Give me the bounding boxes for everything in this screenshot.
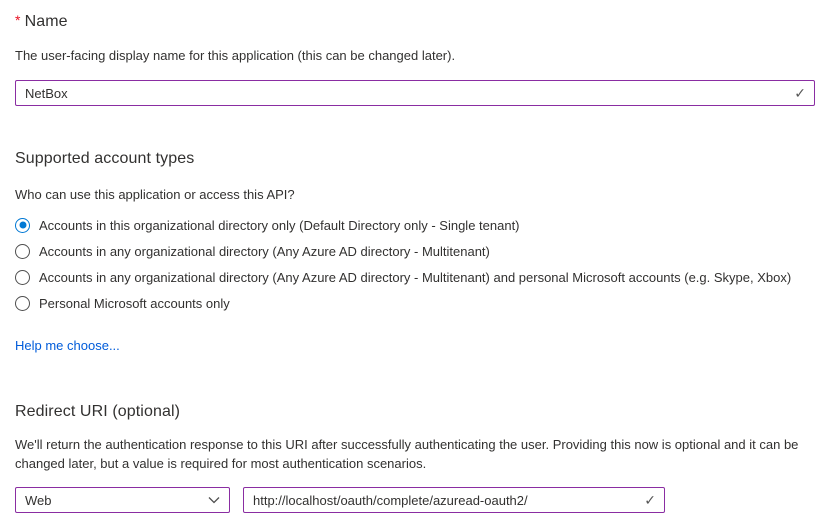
radio-button-icon[interactable] bbox=[15, 270, 30, 285]
radio-option-label: Personal Microsoft accounts only bbox=[39, 295, 230, 311]
platform-select[interactable] bbox=[15, 487, 230, 513]
radio-option-label: Accounts in this organizational directory only (Default Directory only - Single tenant) bbox=[39, 217, 520, 233]
name-title-text: Name bbox=[24, 13, 68, 30]
redirect-uri-description: We'll return the authentication response to this URI after successfully authenticating the user. Providing this now is optional and it can be changed later, but a value is required for most authentication scenarios. bbox=[15, 437, 799, 471]
help-me-choose-link[interactable]: Help me choose... bbox=[15, 338, 120, 353]
required-asterisk: * bbox=[15, 12, 21, 28]
redirect-uri-input[interactable] bbox=[243, 487, 665, 513]
radio-button-icon[interactable] bbox=[15, 218, 30, 233]
radio-button-icon[interactable] bbox=[15, 244, 30, 259]
radio-option-label: Accounts in any organizational directory (Any Azure AD directory - Multitenant) bbox=[39, 243, 490, 259]
redirect-uri-section-title: Redirect URI (optional) bbox=[15, 403, 181, 420]
name-input-container bbox=[15, 80, 815, 106]
redirect-uri-input-container bbox=[243, 487, 665, 513]
name-description: The user-facing display name for this application (this can be changed later). bbox=[15, 48, 456, 63]
chevron-down-icon bbox=[208, 496, 220, 504]
radio-button-icon[interactable] bbox=[15, 296, 30, 311]
account-types-question: Who can use this application or access this API? bbox=[15, 187, 295, 202]
account-types-section-title: Supported account types bbox=[15, 150, 195, 167]
name-input[interactable] bbox=[15, 80, 815, 106]
redirect-uri-row bbox=[15, 487, 815, 513]
radio-option-label: Accounts in any organizational directory (Any Azure AD directory - Multitenant) and personal Microsoft accounts (e.g. Skype, Xbox) bbox=[39, 269, 792, 285]
valid-checkmark-icon: ✓ bbox=[794, 85, 806, 101]
valid-checkmark-icon: ✓ bbox=[644, 492, 656, 508]
radio-option-personal-only[interactable] bbox=[15, 295, 815, 311]
account-types-radio-group bbox=[15, 217, 815, 311]
radio-option-multitenant[interactable] bbox=[15, 243, 815, 259]
platform-select-value: Web bbox=[25, 492, 52, 508]
radio-option-single-tenant[interactable] bbox=[15, 217, 815, 233]
name-section-title bbox=[15, 12, 815, 31]
radio-option-multitenant-personal[interactable] bbox=[15, 269, 815, 285]
